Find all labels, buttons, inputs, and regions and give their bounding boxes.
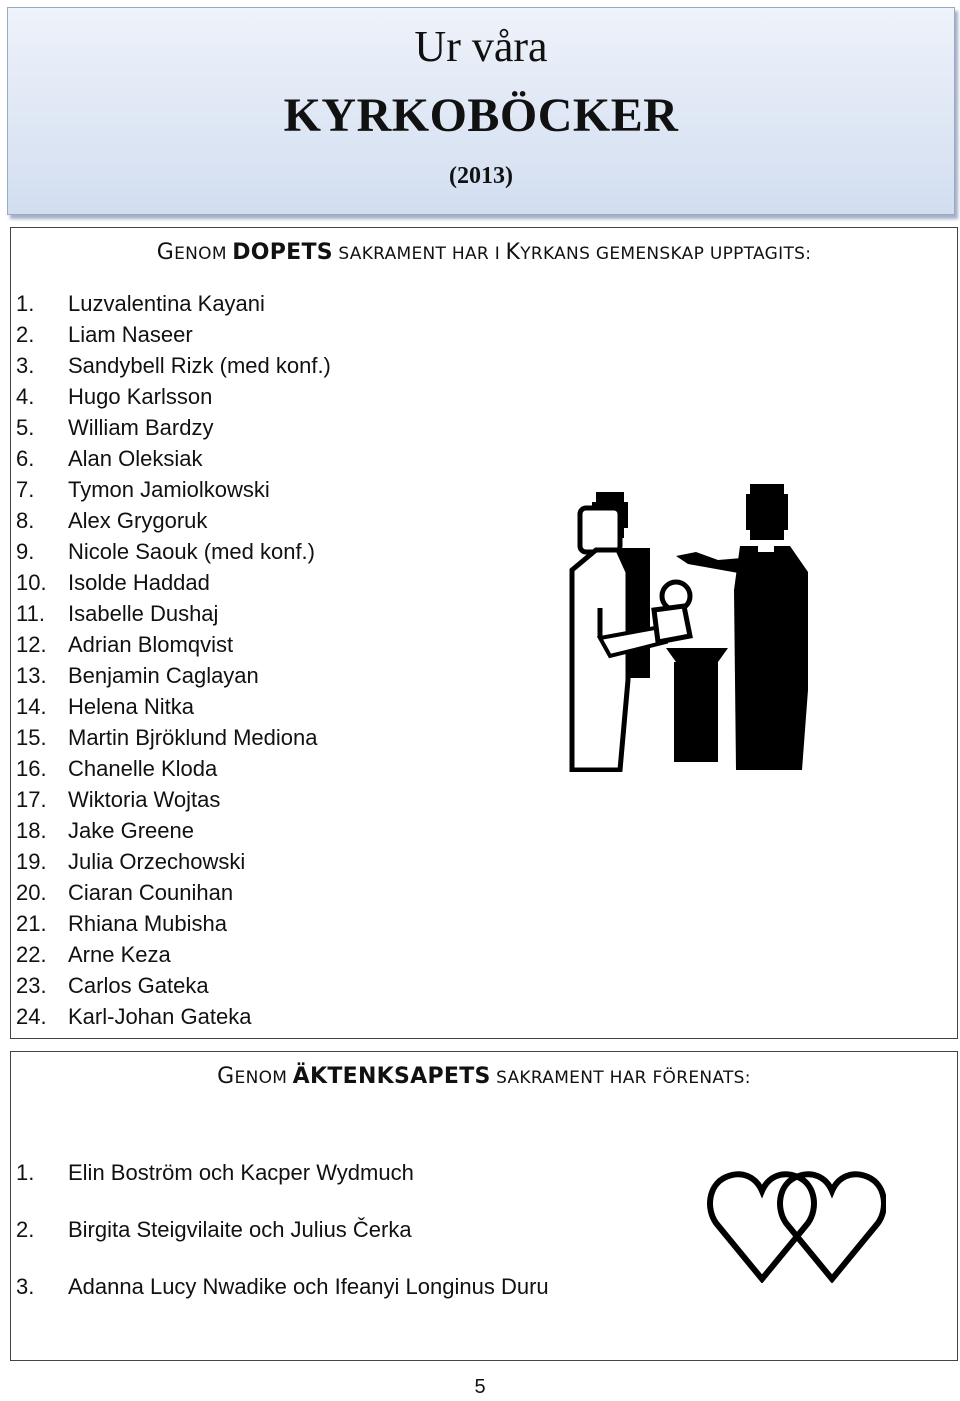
page-number: 5 bbox=[474, 1376, 486, 1398]
list-item: 14. Helena Nitka bbox=[16, 694, 194, 719]
list-item: 18. Jake Greene bbox=[16, 818, 194, 843]
list-item: 3. Sandybell Rizk (med konf.) bbox=[16, 353, 331, 378]
list-item: 19. Julia Orzechowski bbox=[16, 849, 246, 874]
list-item: 1. Luzvalentina Kayani bbox=[16, 291, 265, 316]
list-item: 7. Tymon Jamiolkowski bbox=[16, 477, 270, 502]
list-item: 6. Alan Oleksiak bbox=[16, 446, 203, 471]
list-item: 24. Karl-Johan Gateka bbox=[16, 1004, 252, 1029]
list-item: 13. Benjamin Caglayan bbox=[16, 663, 259, 688]
list-item: 15. Martin Bjröklund Mediona bbox=[16, 725, 318, 750]
baptism-icon bbox=[566, 480, 810, 772]
list-item: 2. Liam Naseer bbox=[16, 322, 193, 347]
list-item: 1. Elin Boström och Kacper Wydmuch bbox=[16, 1160, 414, 1185]
list-item: 16. Chanelle Kloda bbox=[16, 756, 218, 781]
list-item: 22. Arne Keza bbox=[16, 942, 171, 967]
list-item: 21. Rhiana Mubisha bbox=[16, 911, 227, 936]
baptism-list bbox=[16, 288, 331, 1032]
list-item: 23. Carlos Gateka bbox=[16, 973, 209, 998]
baptism-section bbox=[10, 227, 958, 1039]
header-year: (2013) bbox=[449, 163, 513, 189]
list-item: 5. William Bardzy bbox=[16, 415, 214, 440]
list-item: 8. Alex Grygoruk bbox=[16, 508, 208, 533]
list-item: 3. Adanna Lucy Nwadike och Ifeanyi Longinus Duru bbox=[16, 1274, 549, 1299]
hearts-icon bbox=[706, 1167, 886, 1283]
list-item: 11. Isabelle Dushaj bbox=[16, 601, 219, 626]
list-item: 20. Ciaran Counihan bbox=[16, 880, 234, 905]
marriage-list bbox=[16, 1158, 549, 1329]
list-item: 10. Isolde Haddad bbox=[16, 570, 210, 595]
list-item: 17. Wiktoria Wojtas bbox=[16, 787, 221, 812]
list-item: 2. Birgita Steigvilaite och Julius Čerka bbox=[16, 1217, 412, 1242]
header-title-line1: Ur våra bbox=[414, 22, 548, 71]
header-banner bbox=[7, 7, 955, 215]
baptism-section-title: GENOM DOPETS SAKRAMENT HAR I KYRKANS GEMENSKAP UPPTAGITS: bbox=[156, 240, 812, 265]
list-item: 4. Hugo Karlsson bbox=[16, 384, 213, 409]
marriage-section-title: GENOM ÄKTENKSAPETS SAKRAMENT HAR FÖRENATS: bbox=[217, 1064, 751, 1089]
list-item: 12. Adrian Blomqvist bbox=[16, 632, 234, 657]
list-item: 9. Nicole Saouk (med konf.) bbox=[16, 539, 315, 564]
header-title-line2: KYRKOBÖCKER bbox=[283, 89, 679, 142]
